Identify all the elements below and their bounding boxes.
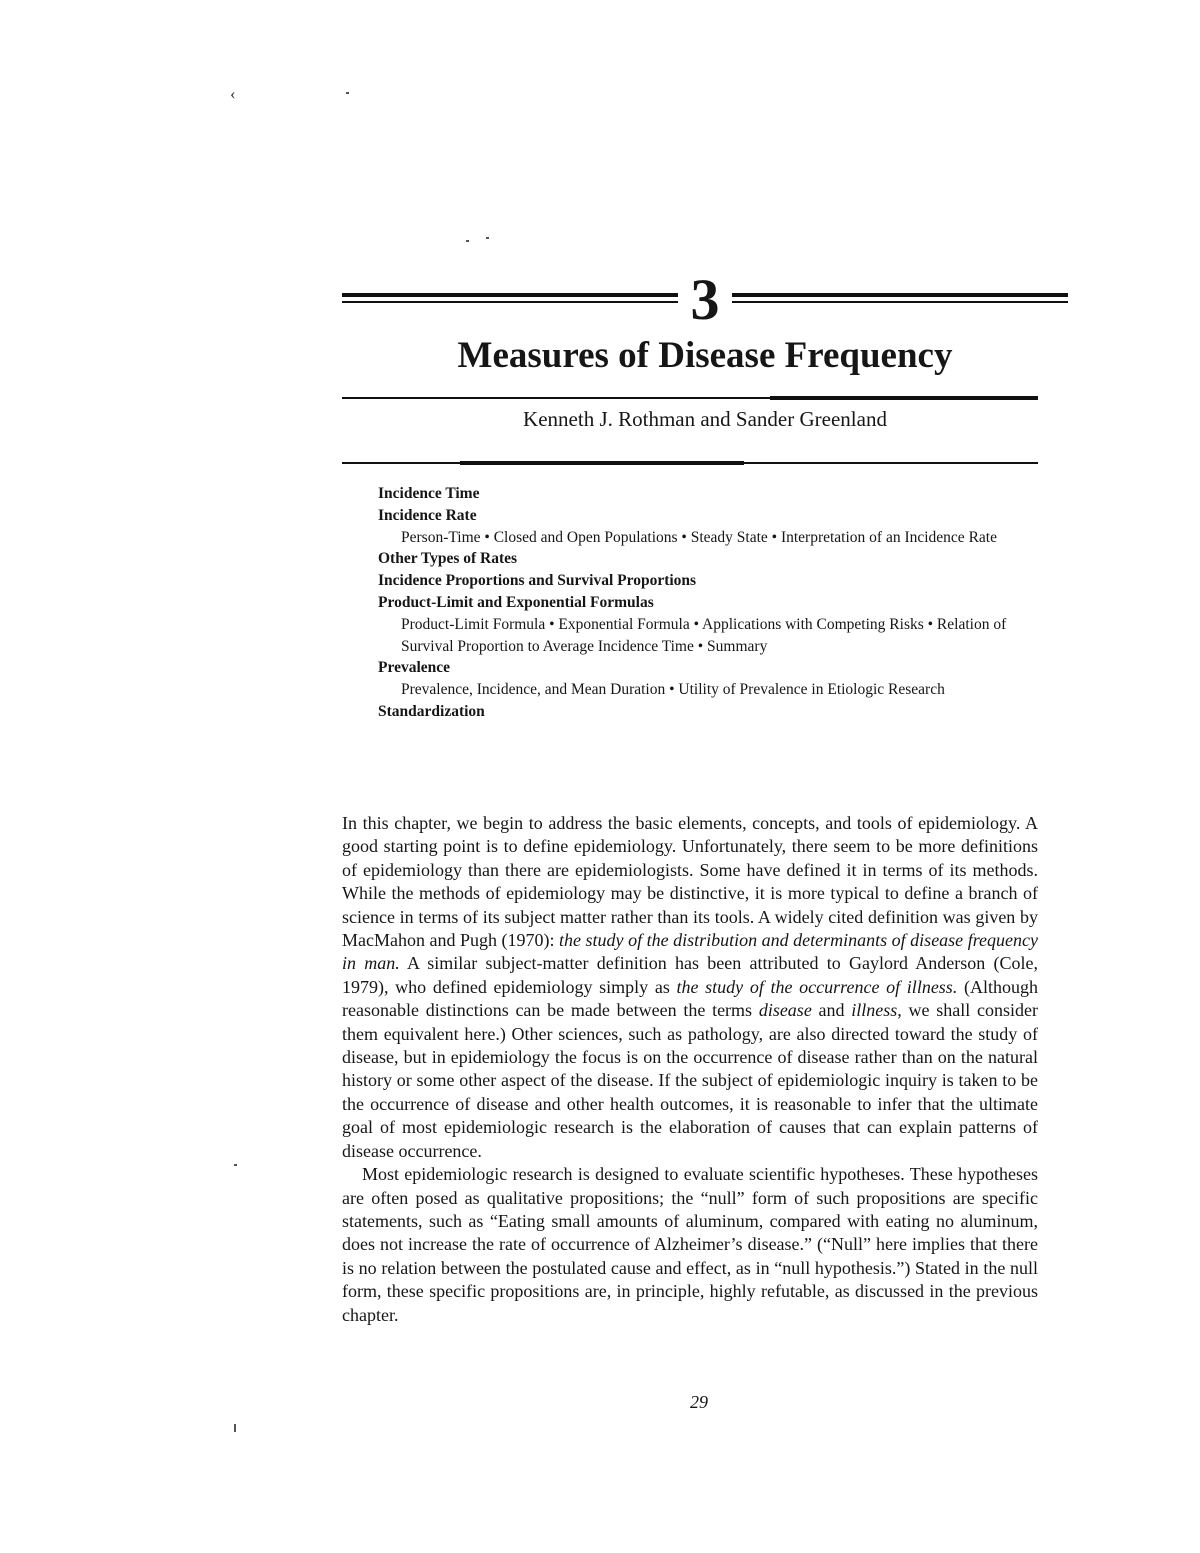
chapter-authors: Kenneth J. Rothman and Sander Greenland bbox=[523, 407, 887, 431]
toc-subitems: Person-Time • Closed and Open Populations • Steady State • Interpretation of an Incidence Rate bbox=[401, 528, 997, 546]
chapter-rule-right bbox=[732, 293, 1068, 305]
scan-speck bbox=[486, 237, 489, 239]
body-paragraph: In this chapter, we begin to address the basic elements, concepts, and tools of epidemiology. A good starting point is to define epidemiology. Unfortunately, there seem to be more definitions of epidemiology than there are epidemiologists. Some have defined it in terms of its methods. While the methods of epidemiology may be distinctive, it is more typical to define a branch of science in terms of its subject matter rather than its tools. A widely cited definition was given by MacMahon and Pugh (1970): the study of the distribution and determinants of disease frequency in man. A similar subject-matter definition has been attributed to Gaylord Anderson (Cole, 1979), who defined epidemiology simply as the study of the occurrence of illness. (Although reasonable distinctions can be made between the terms disease and illness, we shall consider them equivalent here.) Other sciences, such as pathology, are also directed toward the study of disease, but in epidemiology the focus is on the occurrence of disease rather than on the natural history or some other aspect of the disease. If the subject of epidemiologic inquiry is taken to be the occurrence of disease and other health outcomes, it is reasonable to infer that the ultimate goal of most epidemiologic research is the elaboration of causes that can explain patterns of disease occurrence. bbox=[342, 813, 1039, 1161]
chapter-contents bbox=[378, 483, 1038, 723]
page-number: 29 bbox=[690, 1392, 708, 1412]
toc-subitems: Product-Limit Formula • Exponential Formula • Applications with Competing Risks • Relation of Survival Proportion to Average Incidence Time • Summary bbox=[401, 615, 1007, 655]
toc-item: Incidence Proportions and Survival Proportions bbox=[378, 572, 697, 590]
definition-text: the study of the distribution and determinants of disease frequency in man. bbox=[342, 930, 1038, 974]
scan-speck bbox=[234, 1424, 236, 1432]
scan-mark: ‹ bbox=[230, 84, 236, 103]
toc-item: Standardization bbox=[378, 702, 485, 720]
contents-rule-bottom bbox=[342, 397, 1038, 399]
definition-text: the study of the occurrence of illness. bbox=[676, 976, 958, 997]
contents-rule-top bbox=[342, 462, 1038, 464]
scan-speck bbox=[234, 1164, 237, 1166]
toc-item: Incidence Time bbox=[378, 485, 480, 502]
toc-item: Other Types of Rates bbox=[378, 550, 518, 568]
body-paragraph: Most epidemiologic research is designed to evaluate scientific hypotheses. These hypotheses are often posed as qualitative propositions; the “null” form of such propositions are specific statements, such as “Eating small amounts of aluminum, compared with eating no aluminum, does not increase the rate of occurrence of Alzheimer’s disease.” (“Null” here implies that there is no relation between the postulated cause and effect, as in “null hypothesis.”) Stated in the null form, these specific propositions are, in principle, highly refutable, as discussed in the previous chapter. bbox=[342, 1164, 1038, 1325]
toc-item: Prevalence bbox=[378, 659, 451, 677]
chapter-body bbox=[342, 812, 1038, 1327]
term-text: illness, bbox=[851, 1000, 902, 1021]
scan-speck bbox=[346, 92, 349, 94]
chapter-number: 3 bbox=[690, 267, 720, 332]
toc-subitems: Prevalence, Incidence, and Mean Duration • Utility of Prevalence in Etiologic Research bbox=[401, 681, 945, 699]
scan-speck bbox=[466, 240, 469, 242]
chapter-title: Measures of Disease Frequency bbox=[457, 335, 953, 376]
toc-item: Product-Limit and Exponential Formulas bbox=[378, 593, 654, 611]
chapter-rule-left bbox=[342, 293, 678, 305]
term-text: disease bbox=[758, 1000, 812, 1021]
toc-item: Incidence Rate bbox=[378, 506, 477, 524]
